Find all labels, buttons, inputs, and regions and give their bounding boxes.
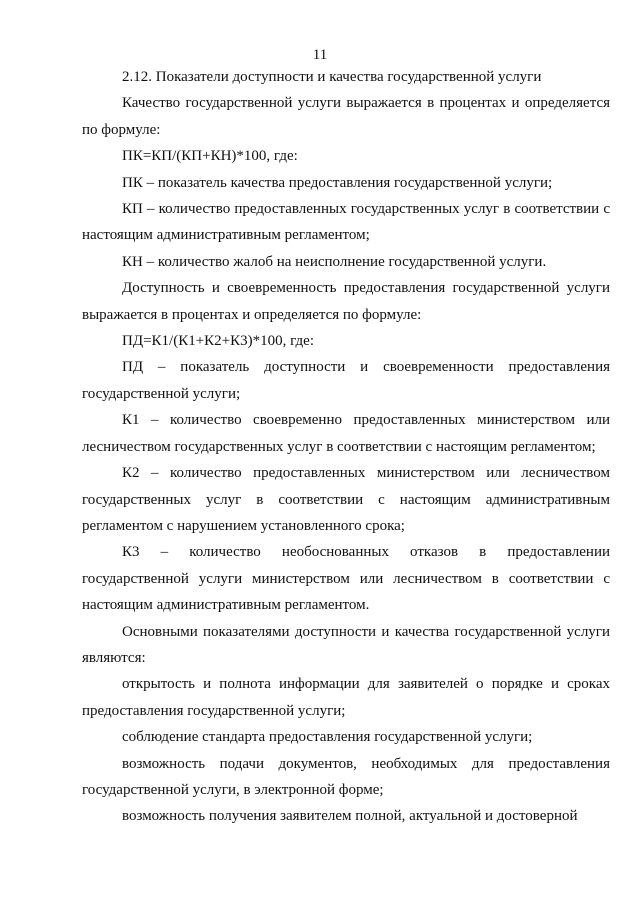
document-body bbox=[82, 64, 610, 830]
definition-pd: ПД – показатель доступности и своевременности предоставления государственной услуги; bbox=[82, 359, 610, 402]
definition-kn: КН – количество жалоб на неисполнение государственной услуги. bbox=[122, 253, 547, 270]
formula-quality: ПК=КП/(КП+КН)*100, где: bbox=[122, 148, 298, 165]
paragraph-availability-intro: Доступность и своевременность предоставления государственной услуги выражается в процентах и определяется по формуле: bbox=[82, 280, 610, 323]
formula-availability: ПД=К1/(К1+К2+К3)*100, где: bbox=[122, 333, 314, 350]
paragraph-quality-intro: Качество государственной услуги выражается в процентах и определяется по формуле: bbox=[82, 95, 610, 138]
definition-kp: КП – количество предоставленных государственных услуг в соответствии с настоящим административным регламентом; bbox=[82, 201, 610, 244]
paragraph-main-indicators: Основными показателями доступности и качества государственной услуги являются: bbox=[82, 623, 610, 666]
definition-k2: К2 – количество предоставленных министерством или лесничеством государственных услуг в соответствии с настоящим административным регламентом с нарушением установленного срока; bbox=[82, 465, 610, 534]
page-number: 11 bbox=[312, 47, 328, 63]
indicator-electronic-submission: возможность подачи документов, необходимых для предоставления государственной услуги, в электронной форме; bbox=[82, 755, 610, 798]
definition-k1: К1 – количество своевременно предоставленных министерством или лесничеством государственных услуг в соответствии с настоящим регламентом; bbox=[82, 412, 610, 455]
definition-pk: ПК – показатель качества предоставления государственной услуги; bbox=[122, 174, 553, 191]
indicator-information-access: возможность получения заявителем полной, актуальной и достоверной bbox=[122, 808, 578, 825]
definition-k3: К3 – количество необоснованных отказов в предоставлении государственной услуги министерством или лесничеством в соответствии с настоящим административным регламентом. bbox=[82, 544, 610, 614]
indicator-standard: соблюдение стандарта предоставления государственной услуги; bbox=[122, 729, 533, 746]
section-heading: 2.12. Показатели доступности и качества государственной услуги bbox=[122, 69, 542, 85]
indicator-openness: открытость и полнота информации для заявителей о порядке и сроках предоставления государственной услуги; bbox=[82, 676, 610, 719]
